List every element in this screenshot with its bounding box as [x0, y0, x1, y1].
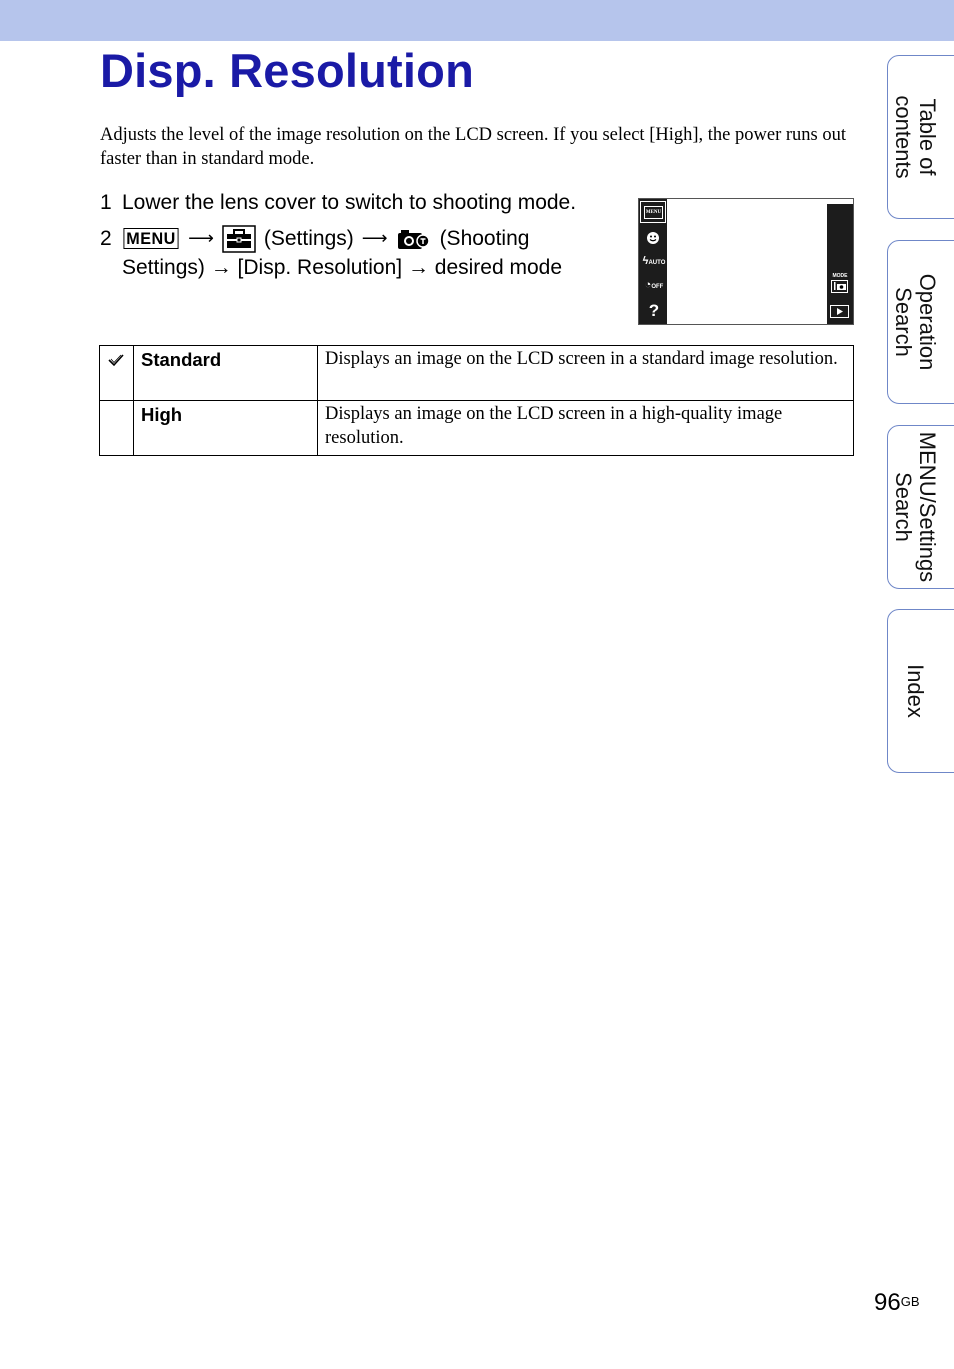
- tab-label-text: MENU/Settings Search: [891, 431, 940, 583]
- mode-camera-icon: [831, 280, 848, 293]
- timer-label: OFF: [651, 284, 664, 290]
- step-number: 1: [100, 191, 112, 214]
- table-row: [100, 401, 854, 456]
- tab-index[interactable]: [887, 609, 954, 773]
- tab-operation-search[interactable]: [887, 240, 954, 404]
- self-timer-off-icon: ◔OFF: [644, 279, 664, 291]
- menu-button-icon: MENU: [123, 228, 178, 249]
- lcd-screen-illustration: [638, 198, 854, 325]
- tab-label-text: Operation Search: [891, 273, 940, 371]
- checkmark-icon: [100, 346, 133, 376]
- options-table: [99, 345, 854, 456]
- tab-menu-settings-search[interactable]: [887, 425, 954, 589]
- tab-label-text: Table of contents: [891, 95, 940, 179]
- step-2-line-2: Settings) → [Disp. Resolution] → desired mode: [122, 256, 563, 279]
- tab-label: [903, 664, 927, 718]
- arrow-right-icon: ⟶: [361, 228, 388, 248]
- page-number-value: 96: [874, 1289, 901, 1316]
- step-2-line-1: [122, 224, 529, 253]
- mode-label: MODE: [832, 273, 848, 279]
- smile-icon: [646, 231, 660, 245]
- page-number: [874, 1289, 920, 1317]
- step-number: 2: [100, 227, 112, 250]
- table-row: [100, 346, 854, 401]
- step-2: [100, 224, 630, 284]
- tab-label: [891, 274, 939, 371]
- default-mark-cell: [100, 346, 134, 401]
- lcd-menu-label: MENU: [644, 206, 663, 219]
- option-name: Standard: [134, 346, 318, 401]
- settings-label: (Settings): [263, 227, 354, 250]
- playback-icon: [830, 305, 849, 318]
- arrow-right-icon: ⟶: [188, 228, 214, 248]
- page-title: Disp. Resolution: [100, 44, 474, 97]
- flash-label: AUTO: [648, 260, 666, 266]
- flash-auto-icon: ϟAUTO: [642, 255, 666, 267]
- toolbox-icon: [222, 225, 256, 253]
- default-mark-cell: [100, 401, 134, 456]
- help-icon: ?: [648, 301, 660, 320]
- shooting-label: (Shooting: [439, 227, 530, 250]
- page-number-suffix: GB: [900, 1294, 920, 1309]
- top-color-band: [0, 0, 954, 41]
- tab-label: [891, 432, 939, 582]
- lcd-menu-button: [640, 201, 666, 223]
- option-name: High: [134, 401, 318, 456]
- tab-label-text: Index: [903, 664, 928, 718]
- tab-table-of-contents[interactable]: [887, 55, 954, 219]
- camera-settings-icon: [396, 227, 430, 251]
- option-description: Displays an image on the LCD screen in a standard image resolution.: [318, 346, 854, 401]
- option-description: Displays an image on the LCD screen in a high-quality image resolution.: [318, 401, 854, 456]
- tab-label: [891, 95, 939, 178]
- step-text: Lower the lens cover to switch to shooting mode.: [122, 191, 577, 214]
- intro-paragraph: Adjusts the level of the image resolution on the LCD screen. If you select [High], the power runs out faster than in standard mode.: [100, 125, 846, 169]
